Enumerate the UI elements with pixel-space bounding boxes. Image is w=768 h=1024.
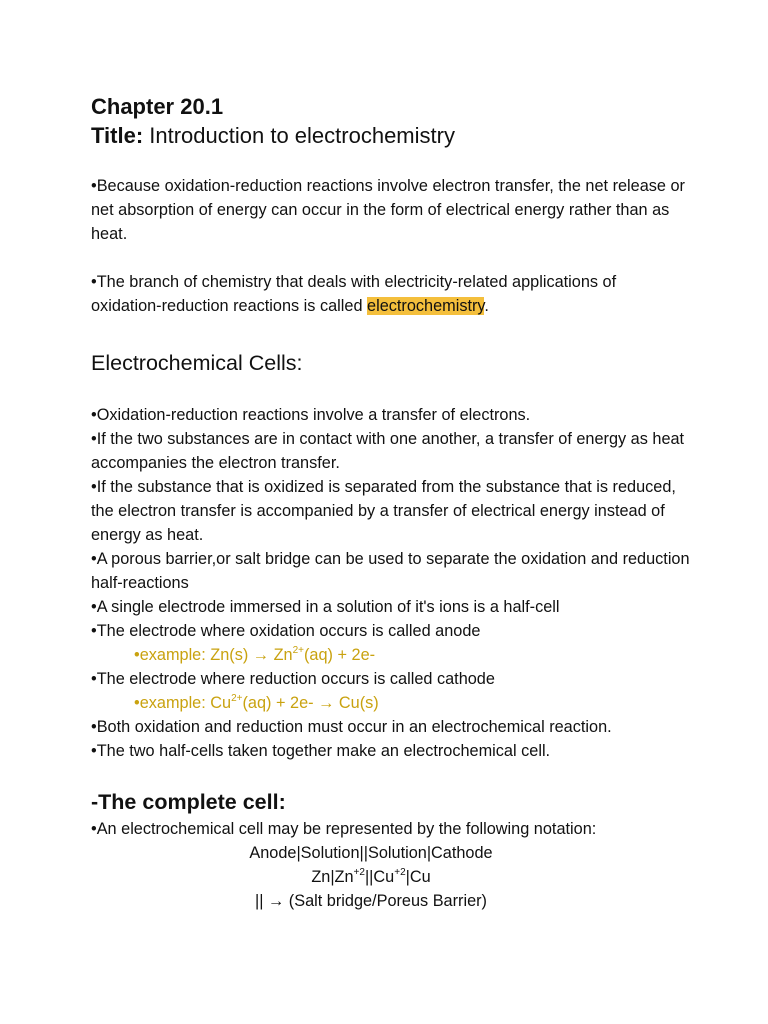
- title-label: Title:: [91, 123, 144, 148]
- bullet-item: •Both oxidation and reduction must occur in an electrochemical reaction.: [91, 718, 612, 736]
- cell-notation-block: [91, 841, 651, 913]
- highlighted-term: electrochemistry: [367, 297, 485, 315]
- bullet-item: •The electrode where oxidation occurs is called anode: [91, 622, 481, 640]
- section-heading-electrochemical-cells: Electrochemical Cells:: [91, 351, 303, 375]
- example-anode-text: •example: Zn(s) → Zn: [134, 646, 293, 664]
- example-cathode-text: •example: Cu: [134, 694, 232, 712]
- bullet-list: [91, 403, 691, 763]
- complete-cell-intro: •An electrochemical cell may be represented by the following notation:: [91, 820, 597, 838]
- bullet-item: •A porous barrier,or salt bridge can be used to separate the oxidation and reduction half-reactions: [91, 550, 690, 592]
- superscript: 2+: [292, 644, 305, 656]
- superscript: +2: [353, 866, 365, 878]
- intro-paragraph-1: •Because oxidation-reduction reactions involve electron transfer, the net release or net absorption of energy can occur in the form of electrical energy rather than as heat.: [91, 177, 685, 243]
- notation-line-example: [91, 865, 651, 889]
- section-heading-complete-cell: -The complete cell:: [91, 790, 286, 814]
- bullet-item: •If the substance that is oxidized is separated from the substance that is reduced, the electron transfer is accompanied by a transfer of electrical energy instead of energy as heat.: [91, 478, 676, 544]
- notation-text: ||Cu: [364, 868, 395, 886]
- bullet-item: •The two half-cells taken together make an electrochemical cell.: [91, 742, 551, 760]
- bullet-item: •A single electrode immersed in a solution of it's ions is a half-cell: [91, 598, 560, 616]
- example-cathode-text: (aq) + 2e- → Cu(s): [242, 694, 379, 712]
- notation-text: Zn|Zn: [311, 868, 354, 886]
- intro-2-suffix: .: [484, 297, 489, 315]
- superscript: 2+: [231, 692, 243, 704]
- example-anode-text: (aq) + 2e-: [304, 646, 376, 664]
- document-page: [91, 92, 691, 913]
- notation-text: |Cu: [405, 868, 431, 886]
- title-text: Introduction to electrochemistry: [143, 123, 455, 148]
- bullet-item: •The electrode where reduction occurs is called cathode: [91, 670, 495, 688]
- chapter-heading: Chapter 20.1: [91, 94, 224, 119]
- title-line: [91, 121, 691, 151]
- bullet-item: •If the two substances are in contact with one another, a transfer of energy as heat accompanies the electron transfer.: [91, 430, 685, 472]
- notation-line-salt-bridge: || → (Salt bridge/Poreus Barrier): [255, 892, 487, 910]
- intro-paragraph-2: [91, 270, 691, 318]
- example-anode: [91, 643, 691, 667]
- intro-2-prefix: •The branch of chemistry that deals with electricity-related applications of oxidation-reduction reactions is called: [91, 273, 617, 315]
- bullet-item: •Oxidation-reduction reactions involve a transfer of electrons.: [91, 406, 531, 424]
- notation-line-general: Anode|Solution||Solution|Cathode: [249, 844, 493, 862]
- superscript: +2: [394, 866, 406, 878]
- example-cathode: [91, 691, 691, 715]
